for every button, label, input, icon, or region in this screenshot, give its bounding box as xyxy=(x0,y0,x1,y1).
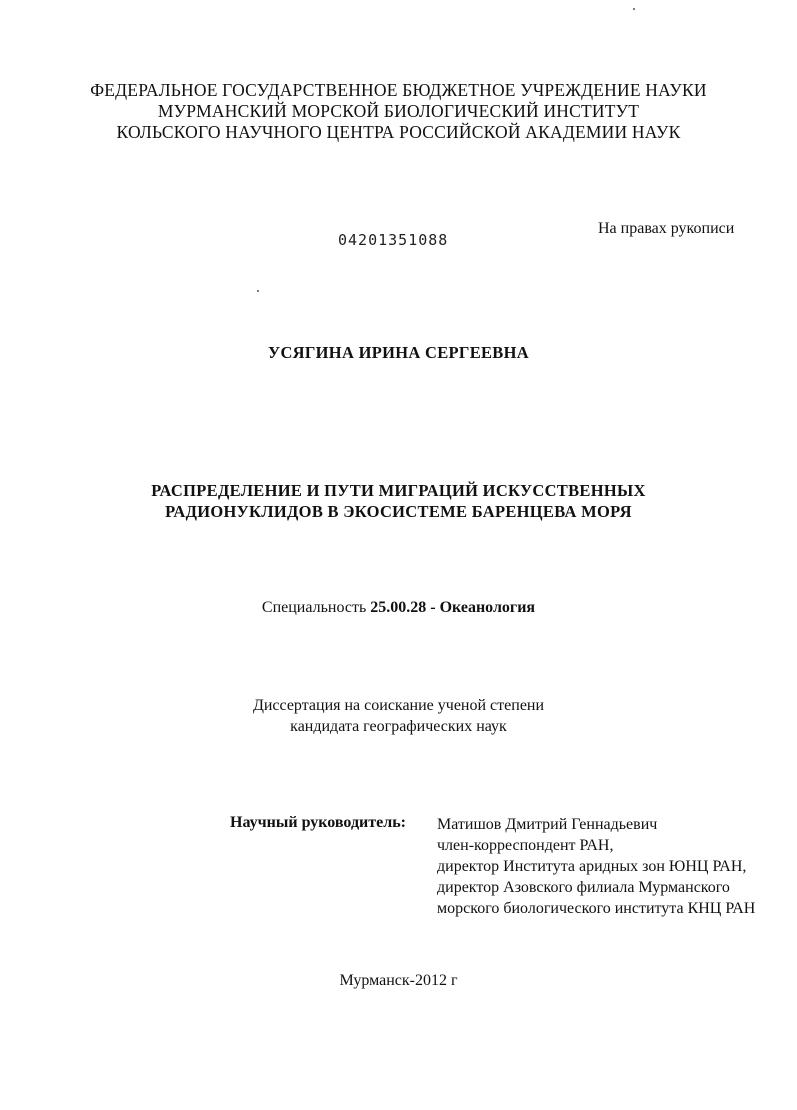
specialty-prefix: Специальность xyxy=(261,599,371,616)
supervisor-line: директор Института аридных зон ЮНЦ РАН, xyxy=(437,858,747,875)
supervisor-line: директор Азовского филиала Мурманского xyxy=(437,879,730,896)
dissertation-title-line-1: РАСПРЕДЕЛЕНИЕ И ПУТИ МИГРАЦИЙ ИСКУССТВЕННЫХ xyxy=(151,481,646,500)
author-name: УСЯГИНА ИРИНА СЕРГЕЕВНА xyxy=(268,343,529,362)
institution-line-3: КОЛЬСКОГО НАУЧНОГО ЦЕНТРА РОССИЙСКОЙ АКАДЕМИИ НАУК xyxy=(116,122,681,142)
document-number: 04201351088 xyxy=(338,231,449,249)
supervisor-details xyxy=(437,814,755,919)
supervisor-line: Матишов Дмитрий Геннадьевич xyxy=(437,816,658,833)
city-year: Мурманск-2012 г xyxy=(339,972,458,989)
degree-line-2: кандидата географических наук xyxy=(290,718,507,735)
supervisor-label: Научный руководитель: xyxy=(230,814,406,831)
institution-line-2: МУРМАНСКИЙ МОРСКОЙ БИОЛОГИЧЕСКИЙ ИНСТИТУТ xyxy=(157,101,640,121)
institution-line-1: ФЕДЕРАЛЬНОЕ ГОСУДАРСТВЕННОЕ БЮДЖЕТНОЕ УЧРЕЖДЕНИЕ НАУКИ xyxy=(90,80,707,100)
supervisor-line: морского биологического института КНЦ РАН xyxy=(437,900,756,917)
scan-speck xyxy=(633,8,635,10)
supervisor-line: член-корреспондент РАН, xyxy=(437,837,614,854)
scan-speck xyxy=(257,290,259,292)
specialty-code: 25.00.28 - Океанология xyxy=(370,599,536,616)
dissertation-title-line-2: РАДИОНУКЛИДОВ В ЭКОСИСТЕМЕ БАРЕНЦЕВА МОРЯ xyxy=(165,502,632,521)
specialty xyxy=(0,597,797,618)
degree-line-1: Диссертация на соискание ученой степени xyxy=(252,697,545,714)
rights-note: На правах рукописи xyxy=(598,220,735,237)
